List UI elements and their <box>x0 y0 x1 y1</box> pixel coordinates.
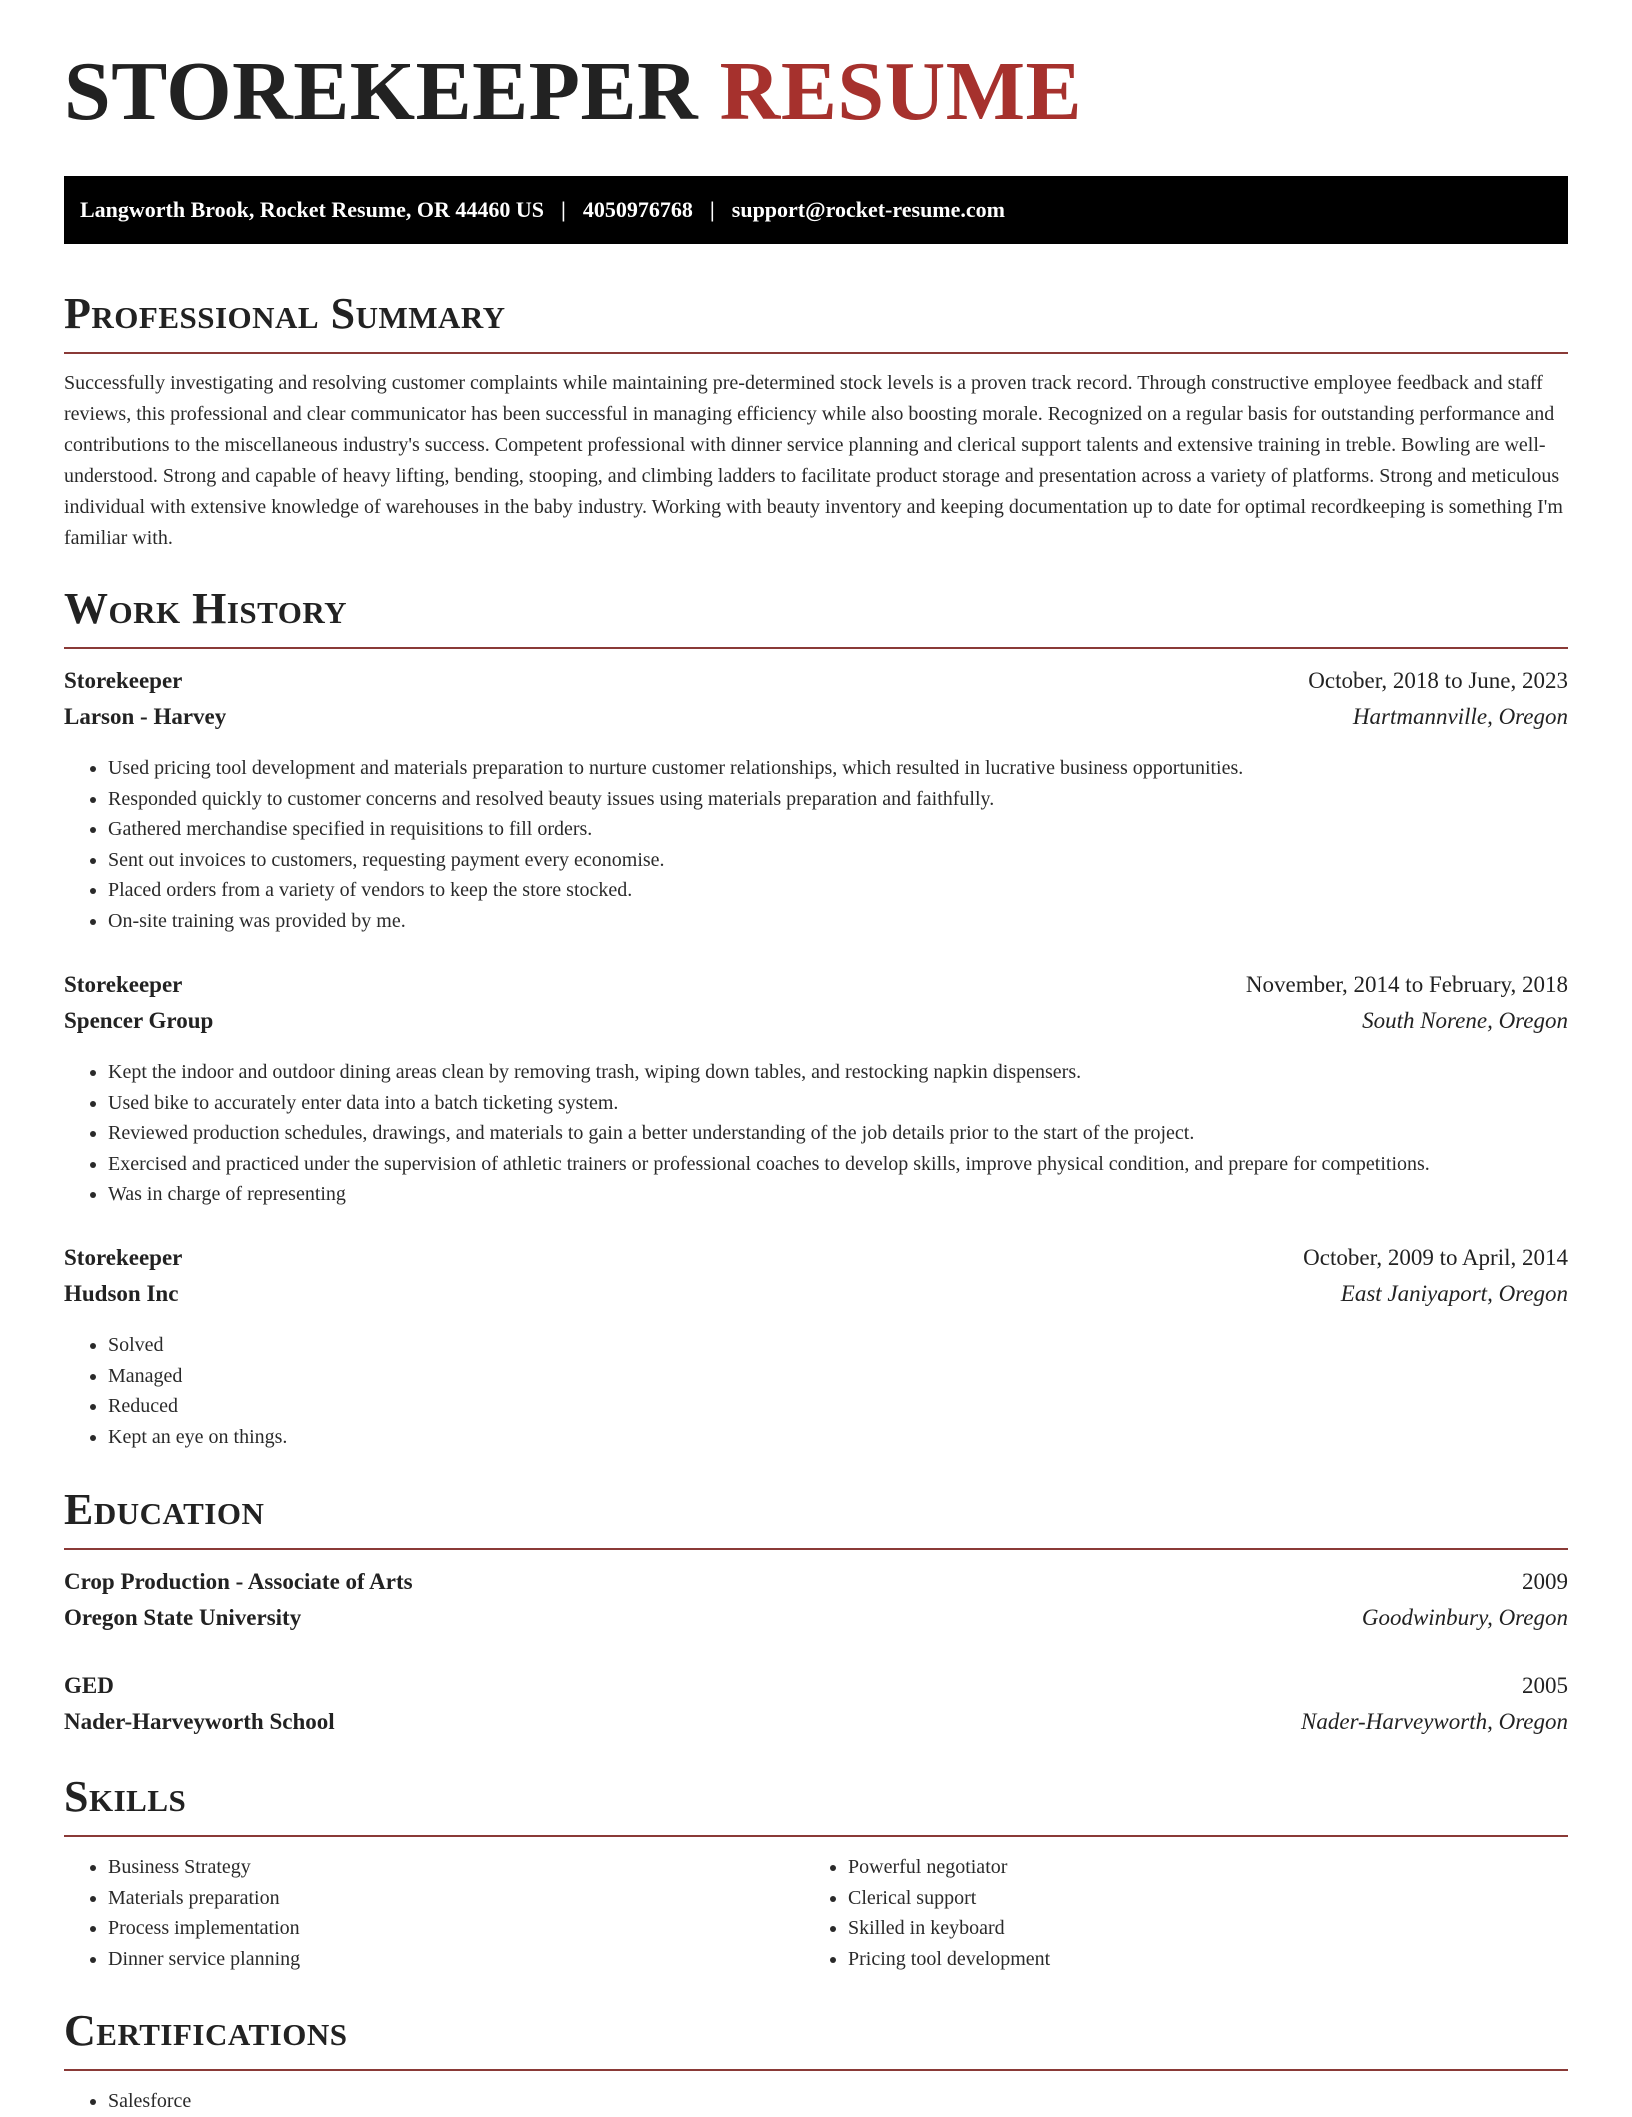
skills-list-left <box>64 1852 300 1974</box>
contact-separator: | <box>561 197 566 222</box>
list-item: • Solved <box>108 1330 287 1361</box>
list-item: • Used bike to accurately enter data into a batch ticketing system. <box>108 1088 1430 1119</box>
section-heading-skills: Skills <box>64 1775 1568 1837</box>
job-title: Storekeeper <box>64 1245 183 1270</box>
education-school: Oregon State University <box>64 1605 302 1630</box>
skill-item: • Powerful negotiator <box>848 1852 1050 1883</box>
skill-item: • Pricing tool development <box>848 1944 1050 1975</box>
contact-separator: | <box>709 197 715 222</box>
skill-item: • Process implementation <box>108 1913 300 1944</box>
education-location: Goodwinbury, Oregon <box>1361 1605 1568 1630</box>
education-school-row <box>64 1605 1568 1637</box>
job-location: South Norene, Oregon <box>1362 1008 1568 1033</box>
job-employer-row <box>64 704 1568 736</box>
education-location: Nader-Harveyworth, Oregon <box>1301 1709 1568 1734</box>
job-location: East Janiyaport, Oregon <box>1340 1281 1568 1306</box>
education-header <box>64 1569 1568 1601</box>
list-item: • Placed orders from a variety of vendors to keep the store stocked. <box>108 875 1243 906</box>
section-heading-education: Education <box>64 1488 1568 1550</box>
job-dates: October, 2009 to April, 2014 <box>1303 1245 1568 1270</box>
job-header <box>64 668 1568 700</box>
list-item: • On-site training was provided by me. <box>108 906 1243 937</box>
job-employer-row <box>64 1008 1568 1040</box>
job-dates: November, 2014 to February, 2018 <box>1245 972 1568 997</box>
education-year: 2009 <box>1522 1569 1568 1594</box>
skill-item: • Business Strategy <box>108 1852 300 1883</box>
education-school-row <box>64 1709 1568 1741</box>
job-employer-row <box>64 1281 1568 1313</box>
job-header <box>64 972 1568 1004</box>
skill-item: • Materials preparation <box>108 1883 300 1914</box>
skill-item: • Skilled in keyboard <box>848 1913 1050 1944</box>
skill-item: • Dinner service planning <box>108 1944 300 1975</box>
education-degree: GED <box>64 1673 114 1698</box>
skill-item: • Clerical support <box>848 1883 1050 1914</box>
list-item: • Reviewed production schedules, drawings, and materials to gain a better understanding of the job details prior to the start of the project. <box>108 1118 1430 1149</box>
title-job: STOREKEEPER <box>64 45 699 138</box>
certification-item: • Salesforce <box>108 2086 191 2117</box>
list-item: • Exercised and practiced under the supervision of athletic trainers or professional coaches to develop skills, improve physical condition, and prepare for competitions. <box>108 1149 1430 1180</box>
education-school: Nader-Harveyworth School <box>64 1709 335 1734</box>
list-item: • Responded quickly to customer concerns and resolved beauty issues using materials preparation and faithfully. <box>108 784 1243 815</box>
list-item: • Managed <box>108 1361 287 1392</box>
job-title: Storekeeper <box>64 972 183 997</box>
contact-bar <box>64 176 1568 244</box>
list-item: • Kept the indoor and outdoor dining areas clean by removing trash, wiping down tables, and restocking napkin dispensers. <box>108 1057 1430 1088</box>
education-header <box>64 1673 1568 1705</box>
job-dates: October, 2018 to June, 2023 <box>1308 668 1568 693</box>
job-bullets <box>64 1330 287 1452</box>
job-bullets <box>64 753 1243 936</box>
list-item: • Gathered merchandise specified in requisitions to fill orders. <box>108 814 1243 845</box>
list-item: • Sent out invoices to customers, requesting payment every economise. <box>108 845 1243 876</box>
list-item: • Kept an eye on things. <box>108 1422 287 1453</box>
section-heading-certifications: Certifications <box>64 2009 1568 2071</box>
title-resume-word: RESUME <box>719 45 1083 138</box>
job-title: Storekeeper <box>64 668 183 693</box>
job-header <box>64 1245 1568 1277</box>
job-company: Spencer Group <box>64 1008 214 1033</box>
section-heading-summary: Professional Summary <box>64 292 1568 354</box>
list-item: • Used pricing tool development and materials preparation to nurture customer relationships, which resulted in lucrative business opportunities. <box>108 753 1243 784</box>
contact-phone: 4050976768 <box>582 197 693 222</box>
section-heading-work-history: Work History <box>64 587 1568 649</box>
summary-text: Successfully investigating and resolving customer complaints while maintaining pre-determined stock levels is a proven track record. Through constructive employee feedback and staff reviews, this professional and clear communicator has been successful in managing efficiency while also boosting morale. Recognized on a regular basis for outstanding performance and contributions to the miscellaneous industry's success. Competent professional with dinner service planning and clerical support talents and extensive training in treble. Bowling are well-understood. Strong and capable of heavy lifting, bending, stooping, and climbing ladders to facilitate product storage and presentation across a variety of platforms. Strong and meticulous individual with extensive knowledge of warehouses in the baby industry. Working with beauty inventory and keeping documentation up to date for optimal recordkeeping is something I'm familiar with. <box>64 372 1563 549</box>
education-degree: Crop Production - Associate of Arts <box>64 1569 413 1594</box>
job-company: Larson - Harvey <box>64 704 227 729</box>
skills-list-right <box>804 1852 1050 1974</box>
contact-email: support@rocket-resume.com <box>731 197 1005 222</box>
education-year: 2005 <box>1522 1673 1568 1698</box>
list-item: • Was in charge of representing <box>108 1179 1430 1210</box>
job-company: Hudson Inc <box>64 1281 179 1306</box>
contact-address: Langworth Brook, Rocket Resume, OR 44460 US <box>80 197 545 222</box>
job-bullets <box>64 1057 1430 1210</box>
list-item: • Reduced <box>108 1391 287 1422</box>
resume-title <box>64 45 1083 138</box>
job-location: Hartmannville, Oregon <box>1352 704 1568 729</box>
